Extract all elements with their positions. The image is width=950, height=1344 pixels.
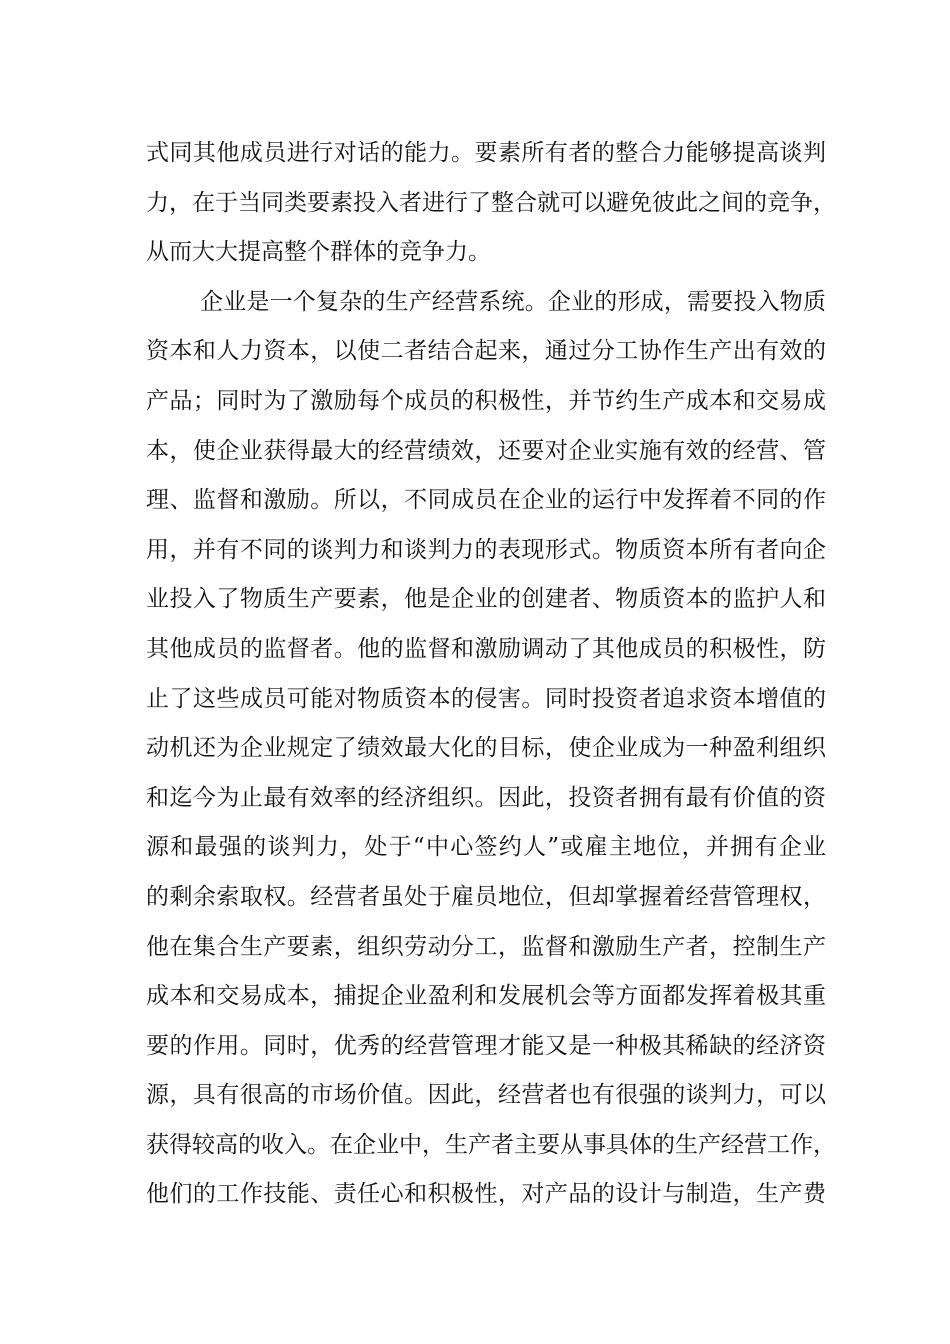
text-line: 止了这些成员可能对物质资本的侵害。同时投资者追求资本增值的	[146, 685, 826, 712]
text-line: 要的作用。同时，优秀的经营管理才能又是一种极其稀缺的经济资	[146, 1032, 826, 1059]
text-line: 企业是一个复杂的生产经营系统。企业的形成，需要投入物质	[200, 288, 826, 315]
text-line: 资本和人力资本，以使二者结合起来，通过分工协作生产出有效的	[146, 338, 826, 365]
paragraph-2	[146, 278, 836, 1220]
text-line: 他在集合生产要素，组织劳动分工，监督和激励生产者，控制生产	[146, 933, 826, 960]
text-line: 动机还为企业规定了绩效最大化的目标，使企业成为一种盈利组织	[146, 735, 826, 762]
text-line: 获得较高的收入。在企业中，生产者主要从事具体的生产经营工作，	[146, 1131, 836, 1158]
text-line: 本，使企业获得最大的经营绩效，还要对企业实施有效的经营、管	[146, 437, 826, 464]
text-line: 用，并有不同的谈判力和谈判力的表现形式。物质资本所有者向企	[146, 536, 826, 563]
text-line: 和迄今为止最有效率的经济组织。因此，投资者拥有最有价值的资	[146, 784, 826, 811]
text-line: 他们的工作技能、责任心和积极性，对产品的设计与制造，生产费	[146, 1181, 826, 1208]
text-line: 源，具有很高的市场价值。因此，经营者也有很强的谈判力，可以	[146, 1082, 826, 1109]
text-line: 力，在于当同类要素投入者进行了整合就可以避免彼此之间的竞争，	[146, 189, 836, 216]
text-line: 业投入了物质生产要素，他是企业的创建者、物质资本的监护人和	[146, 586, 826, 613]
text-line: 式同其他成员进行对话的能力。要素所有者的整合力能够提高谈判	[146, 140, 826, 166]
paragraph-1	[146, 129, 836, 278]
body-text	[146, 129, 836, 1220]
text-line: 产品；同时为了激励每个成员的积极性，并节约生产成本和交易成	[146, 387, 826, 414]
text-line: 理、监督和激励。所以，不同成员在企业的运行中发挥着不同的作	[146, 487, 826, 514]
text-line: 成本和交易成本，捕捉企业盈利和发展机会等方面都发挥着极其重	[146, 983, 826, 1010]
text-line: 其他成员的监督者。他的监督和激励调动了其他成员的积极性，防	[146, 635, 826, 662]
text-line: 从而大大提高整个群体的竞争力。	[146, 239, 491, 266]
text-line: 的剩余索取权。经营者虽处于雇员地位，但却掌握着经营管理权，	[146, 883, 826, 910]
text-line: 源和最强的谈判力，处于“中心签约人”或雇主地位，并拥有企业	[146, 834, 826, 861]
